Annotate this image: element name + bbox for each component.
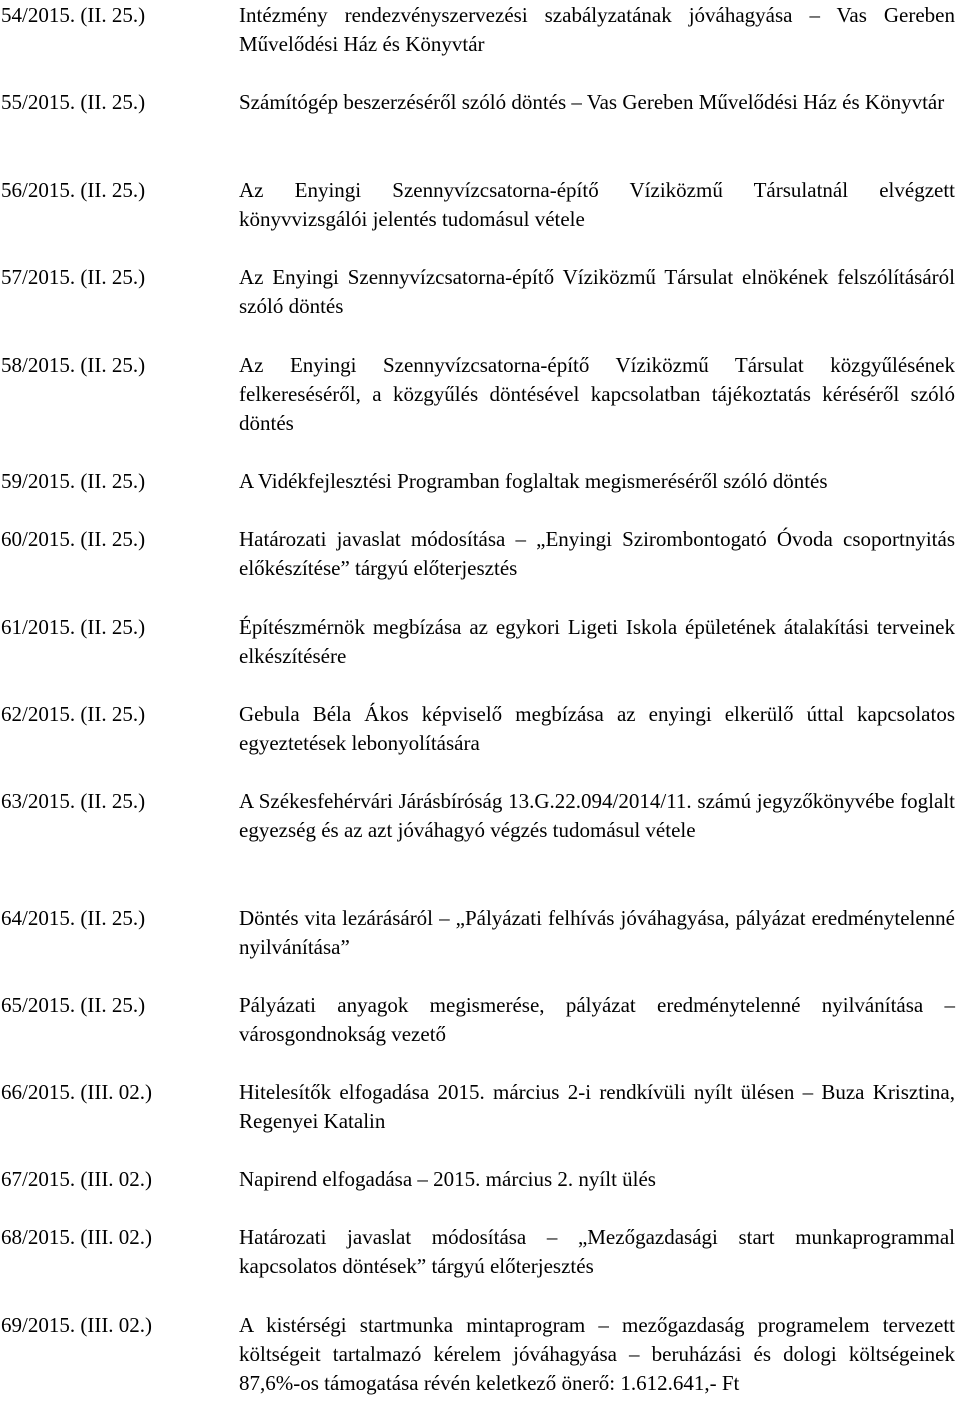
resolution-number: 64/2015. (II. 25.) <box>1 906 146 930</box>
resolution-title: Döntés vita lezárásáról – „Pályázati felhívás jóváhagyása, pályázat eredménytelenné nyilvánítása” <box>239 906 955 959</box>
resolution-number: 60/2015. (II. 25.) <box>1 527 146 551</box>
resolution-number: 56/2015. (II. 25.) <box>1 178 146 202</box>
resolution-title: Pályázati anyagok megismerése, pályázat eredménytelenné nyilvánítása – városgondnokság vezető <box>239 993 955 1046</box>
resolution-number: 62/2015. (II. 25.) <box>1 702 146 726</box>
resolution-title: Az Enyingi Szennyvízcsatorna-építő Víziközmű Társulatnál elvégzett könyvvizsgálói jelentés tudomásul vétele <box>239 178 955 231</box>
resolution-title: A kistérségi startmunka mintaprogram – mezőgazdaság programelem tervezett költségeit tartalmazó kérelem jóváhagyása – beruházási és dologi költségeinek 87,6%-os támogatása révén keletkező önerő: 1.612.641,- Ft <box>239 1313 955 1395</box>
resolution-number: 59/2015. (II. 25.) <box>1 469 146 493</box>
resolution-number: 55/2015. (II. 25.) <box>1 90 146 114</box>
resolution-number: 58/2015. (II. 25.) <box>1 353 146 377</box>
resolution-number: 65/2015. (II. 25.) <box>1 993 146 1017</box>
resolution-title: Az Enyingi Szennyvízcsatorna-építő Víziközmű Társulat közgyűlésének felkereséséről, a közgyűlés döntésével kapcsolatban tájékoztatás kéréséről szóló döntés <box>239 353 955 435</box>
resolution-title: A Székesfehérvári Járásbíróság 13.G.22.094/2014/11. számú jegyzőkönyvébe foglalt egyezség és az azt jóváhagyó végzés tudomásul vétele <box>239 789 955 842</box>
resolution-number: 69/2015. (III. 02.) <box>1 1313 153 1337</box>
resolution-number: 67/2015. (III. 02.) <box>1 1167 153 1191</box>
resolution-title: Határozati javaslat módosítása – „Mezőgazdasági start munkaprogrammal kapcsolatos döntések” tárgyú előterjesztés <box>239 1225 955 1278</box>
resolution-number: 54/2015. (II. 25.) <box>1 3 146 27</box>
resolution-number: 68/2015. (III. 02.) <box>1 1225 153 1249</box>
resolution-number: 61/2015. (II. 25.) <box>1 615 146 639</box>
resolution-title: Határozati javaslat módosítása – „Enyingi Szirombontogató Óvoda csoportnyitás előkészítése” tárgyú előterjesztés <box>239 527 955 580</box>
resolution-number: 57/2015. (II. 25.) <box>1 265 146 289</box>
resolution-title: Számítógép beszerzéséről szóló döntés – Vas Gereben Művelődési Ház és Könyvtár <box>239 90 945 114</box>
resolution-title: Hitelesítők elfogadása 2015. március 2-i rendkívüli nyílt ülésen – Buza Krisztina, Regenyei Katalin <box>239 1080 955 1133</box>
resolution-title: Napirend elfogadása – 2015. március 2. nyílt ülés <box>239 1167 656 1191</box>
resolution-title: Intézmény rendezvényszervezési szabályzatának jóváhagyása – Vas Gereben Művelődési Ház és Könyvtár <box>239 3 955 56</box>
resolution-title: Építészmérnök megbízása az egykori Ligeti Iskola épületének átalakítási terveinek elkészítésére <box>239 615 955 668</box>
resolution-number: 63/2015. (II. 25.) <box>1 789 146 813</box>
resolution-title: Gebula Béla Ákos képviselő megbízása az enyingi elkerülő úttal kapcsolatos egyeztetések lebonyolítására <box>239 702 955 755</box>
resolution-number: 66/2015. (III. 02.) <box>1 1080 153 1104</box>
resolution-title: A Vidékfejlesztési Programban foglaltak megismeréséről szóló döntés <box>239 469 828 493</box>
resolution-title: Az Enyingi Szennyvízcsatorna-építő Víziközmű Társulat elnökének felszólításáról szóló döntés <box>239 265 955 318</box>
